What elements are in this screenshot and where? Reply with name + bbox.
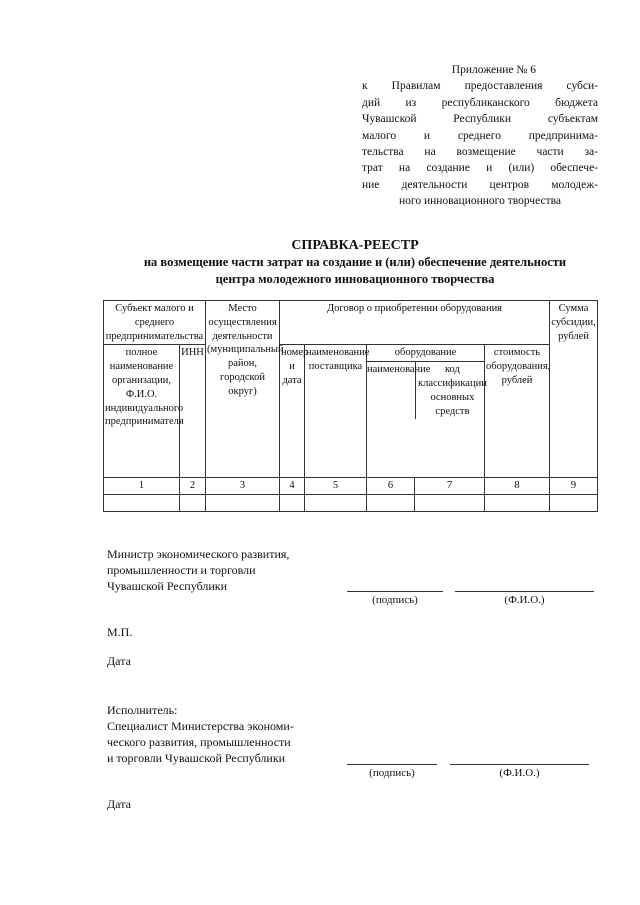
fio-line <box>450 764 589 765</box>
table-cell <box>180 495 206 512</box>
executor-block <box>107 702 294 766</box>
column-number: 8 <box>485 478 550 495</box>
header-equipment-group <box>367 345 485 478</box>
minister-line: Чувашской Республики <box>107 579 228 593</box>
stamp-label: М.П. <box>107 625 133 639</box>
table-cell <box>485 495 550 512</box>
table-cell <box>415 495 485 512</box>
header-number-date: номер и дата <box>280 345 305 478</box>
minister-block <box>107 546 289 594</box>
fio-line <box>455 591 594 592</box>
title-main: СПРАВКА-РЕЕСТР <box>291 238 419 253</box>
column-number: 7 <box>415 478 485 495</box>
signature-caption: (подпись) <box>369 767 415 779</box>
column-number: 9 <box>550 478 598 495</box>
fio-caption: (Ф.И.О.) <box>499 767 540 779</box>
header-supplier: наименование поставщика <box>305 345 367 478</box>
header-contract: Договор о приобретении оборудования <box>280 301 550 345</box>
column-number: 6 <box>367 478 415 495</box>
appendix-line: трат на создание и (или) обеспече- <box>362 162 598 175</box>
document-title <box>100 237 610 288</box>
header-subject: Субъект малого и среднего предпринимательства <box>104 301 206 345</box>
executor-line: ческого развития, промышленности <box>107 735 291 749</box>
table-cell <box>550 495 598 512</box>
header-place: Место осуществления деятельности (муниципальный район, городской округ) <box>206 301 280 478</box>
header-full-name: полное наименование организации, Ф.И.О. индивидуального предпринимателя <box>104 345 180 478</box>
appendix-line: дий из республиканского бюджета <box>362 96 598 109</box>
registry-table <box>103 300 598 512</box>
appendix-text <box>362 78 598 209</box>
header-sum: Сумма субсидии, рублей <box>550 301 598 478</box>
table-cell <box>367 495 415 512</box>
minister-line: Министр экономического развития, <box>107 547 290 561</box>
header-equipment-code: код классификации основных средств <box>418 364 487 417</box>
column-number: 2 <box>180 478 206 495</box>
appendix-block <box>362 62 598 210</box>
table-cell <box>305 495 367 512</box>
appendix-line: к Правилам предоставления субси- <box>362 80 598 93</box>
title-line-3: центра молодежного инновационного творчества <box>215 272 495 286</box>
column-number: 4 <box>280 478 305 495</box>
header-equipment-name: наименование <box>367 362 416 419</box>
header-equipment: оборудование <box>367 345 484 362</box>
appendix-line: малого и среднего предпринима- <box>362 129 598 142</box>
executor-line: Специалист Министерства экономи- <box>107 719 294 733</box>
table-cell <box>280 495 305 512</box>
column-number: 1 <box>104 478 180 495</box>
signature-line <box>347 591 443 592</box>
date-label: Дата <box>107 654 131 668</box>
minister-line: промышленности и торговли <box>107 563 256 577</box>
appendix-line: ного инновационного творчества <box>398 195 561 208</box>
column-number: 5 <box>305 478 367 495</box>
signature-caption: (подпись) <box>372 594 418 606</box>
title-line-2: на возмещение части затрат на создание и (или) обеспечение деятельности <box>143 255 567 269</box>
appendix-line: Чувашской Республики субъектам <box>362 113 598 126</box>
appendix-line: тельства на возмещение части за- <box>362 146 598 159</box>
appendix-number: Приложение № 6 <box>451 64 536 76</box>
header-cost: стоимость оборудования, рублей <box>485 345 550 478</box>
table-row <box>104 495 598 512</box>
fio-caption: (Ф.И.О.) <box>504 594 545 606</box>
header-equipment-sub <box>367 362 487 419</box>
executor-line: Исполнитель: <box>107 703 178 717</box>
column-number: 3 <box>206 478 280 495</box>
signature-line <box>347 764 437 765</box>
appendix-line: ние деятельности центров молодеж- <box>362 178 598 191</box>
date-label: Дата <box>107 797 131 811</box>
executor-line: и торговли Чувашской Республики <box>107 751 286 765</box>
column-numbers-row <box>104 478 598 495</box>
header-inn: ИНН <box>180 345 206 478</box>
table-cell <box>104 495 180 512</box>
table-cell <box>206 495 280 512</box>
